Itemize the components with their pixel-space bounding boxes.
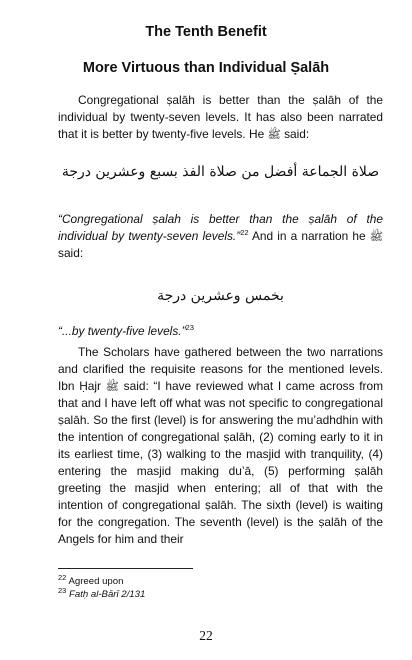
paragraph-translation-1	[58, 211, 383, 262]
salutation-glyph-2: ﷺ	[369, 230, 383, 243]
salutation-glyph: ﷺ	[267, 128, 281, 141]
mercy-glyph: ﷺ	[105, 380, 119, 393]
section-subheading: More Virtuous than Individual Ṣalāh	[82, 60, 330, 76]
said-text-2: said:	[58, 246, 84, 260]
footnote-text: Agreed upon	[68, 576, 124, 587]
footnote-23	[58, 585, 146, 601]
footnote-divider	[58, 568, 193, 569]
footnote-text: Fatḥ al-Bārī 2/131	[69, 589, 146, 600]
arabic-hadith-1: صلاة الجماعة أفضل من صلاة الفذ بسبع وعشرين درجة	[61, 164, 380, 180]
hadith-quote-2: “...by twenty-five levels.”	[58, 324, 186, 338]
paragraph-scholars	[58, 344, 383, 548]
footnote-number: 22	[58, 572, 67, 582]
page-number: 22	[199, 628, 213, 643]
footnote-22	[58, 572, 124, 588]
paragraph-intro	[58, 92, 383, 143]
scholars-text-rest: said: “I have reviewed what I came across from that and I have left off what was not specific to congregational ṣalāh. So the first (level) is for answering the mu’adhdhin with the intention of congregational ṣalāh, (2) coming early to it in its earliest time, (3) walking to the masjid with tranquility, (4) entering the masjid making du’ā, (5) performing ṣalāh greeting the masjid when entering; all of that with the intention of congregational ṣalāh. The sixth (level) is waiting for the congregation. The seventh (level) is the ṣalāh of the Angels for him and their	[58, 379, 383, 546]
footnote-ref-23: 23	[185, 323, 194, 333]
said-text: said:	[280, 127, 310, 141]
narration-text: And in a narration he	[248, 229, 370, 243]
footnote-number: 23	[58, 585, 67, 595]
chapter-heading: The Tenth Benefit	[145, 24, 267, 40]
arabic-hadith-2: بخمس وعشرين درجة	[157, 288, 284, 304]
intro-text: Congregational ṣalāh is better than the ṣalāh of the individual by twenty-seven levels. It has also been narrated that it is better by twenty-five levels. He	[58, 93, 383, 141]
scholars-text-start: The Scholars have gathered between the two narrations and clarified the requisite reasons for the mentioned levels. Ibn Ḥajr	[58, 345, 383, 393]
hadith-quote-1: “Congregational ṣalah is better than the ṣalāh of the individual by twenty-seven levels.”	[58, 212, 383, 243]
footnote-ref-22: 22	[240, 228, 249, 238]
paragraph-translation-2	[58, 323, 383, 340]
